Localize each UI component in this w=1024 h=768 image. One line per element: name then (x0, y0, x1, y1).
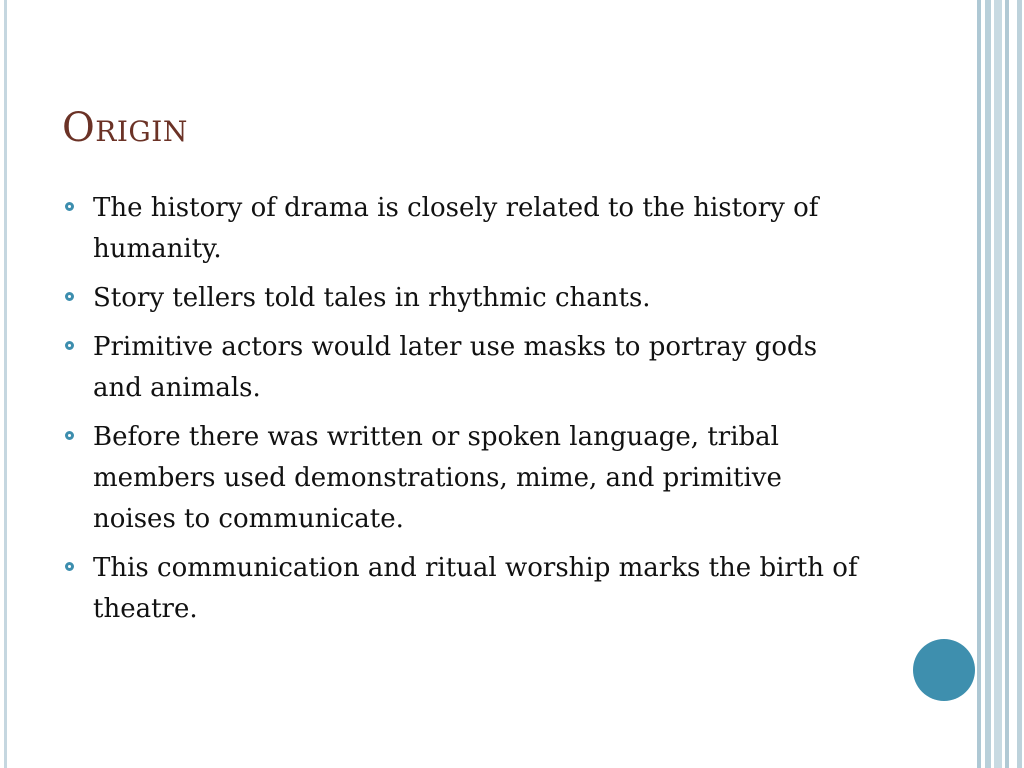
bullet-text: Before there was written or spoken language, tribal members used demonstrations, mime, and primitive noises to communicate. (93, 422, 782, 534)
bullet-circle-icon (65, 341, 74, 350)
left-border-line (4, 0, 7, 768)
bullet-text: Story tellers told tales in rhythmic chants. (93, 283, 651, 313)
right-decorative-stripe (1005, 0, 1009, 768)
bullet-item (62, 278, 862, 319)
right-decorative-stripe (1017, 0, 1022, 768)
bullet-text: This communication and ritual worship marks the birth of theatre. (93, 553, 858, 624)
right-decorative-stripe (977, 0, 981, 768)
decorative-circle (913, 639, 975, 701)
bullet-item (62, 417, 862, 540)
bullet-item (62, 327, 862, 409)
bullet-list (62, 188, 862, 638)
slide-title: Origin (62, 105, 188, 151)
bullet-item (62, 548, 862, 630)
bullet-circle-icon (65, 202, 74, 211)
right-decorative-stripe (985, 0, 991, 768)
bullet-circle-icon (65, 431, 74, 440)
bullet-text: Primitive actors would later use masks to portray gods and animals. (93, 332, 818, 403)
bullet-circle-icon (65, 292, 74, 301)
bullet-text: The history of drama is closely related to the history of humanity. (93, 193, 819, 264)
right-decorative-stripe (994, 0, 1002, 768)
bullet-item (62, 188, 862, 270)
bullet-circle-icon (65, 562, 74, 571)
